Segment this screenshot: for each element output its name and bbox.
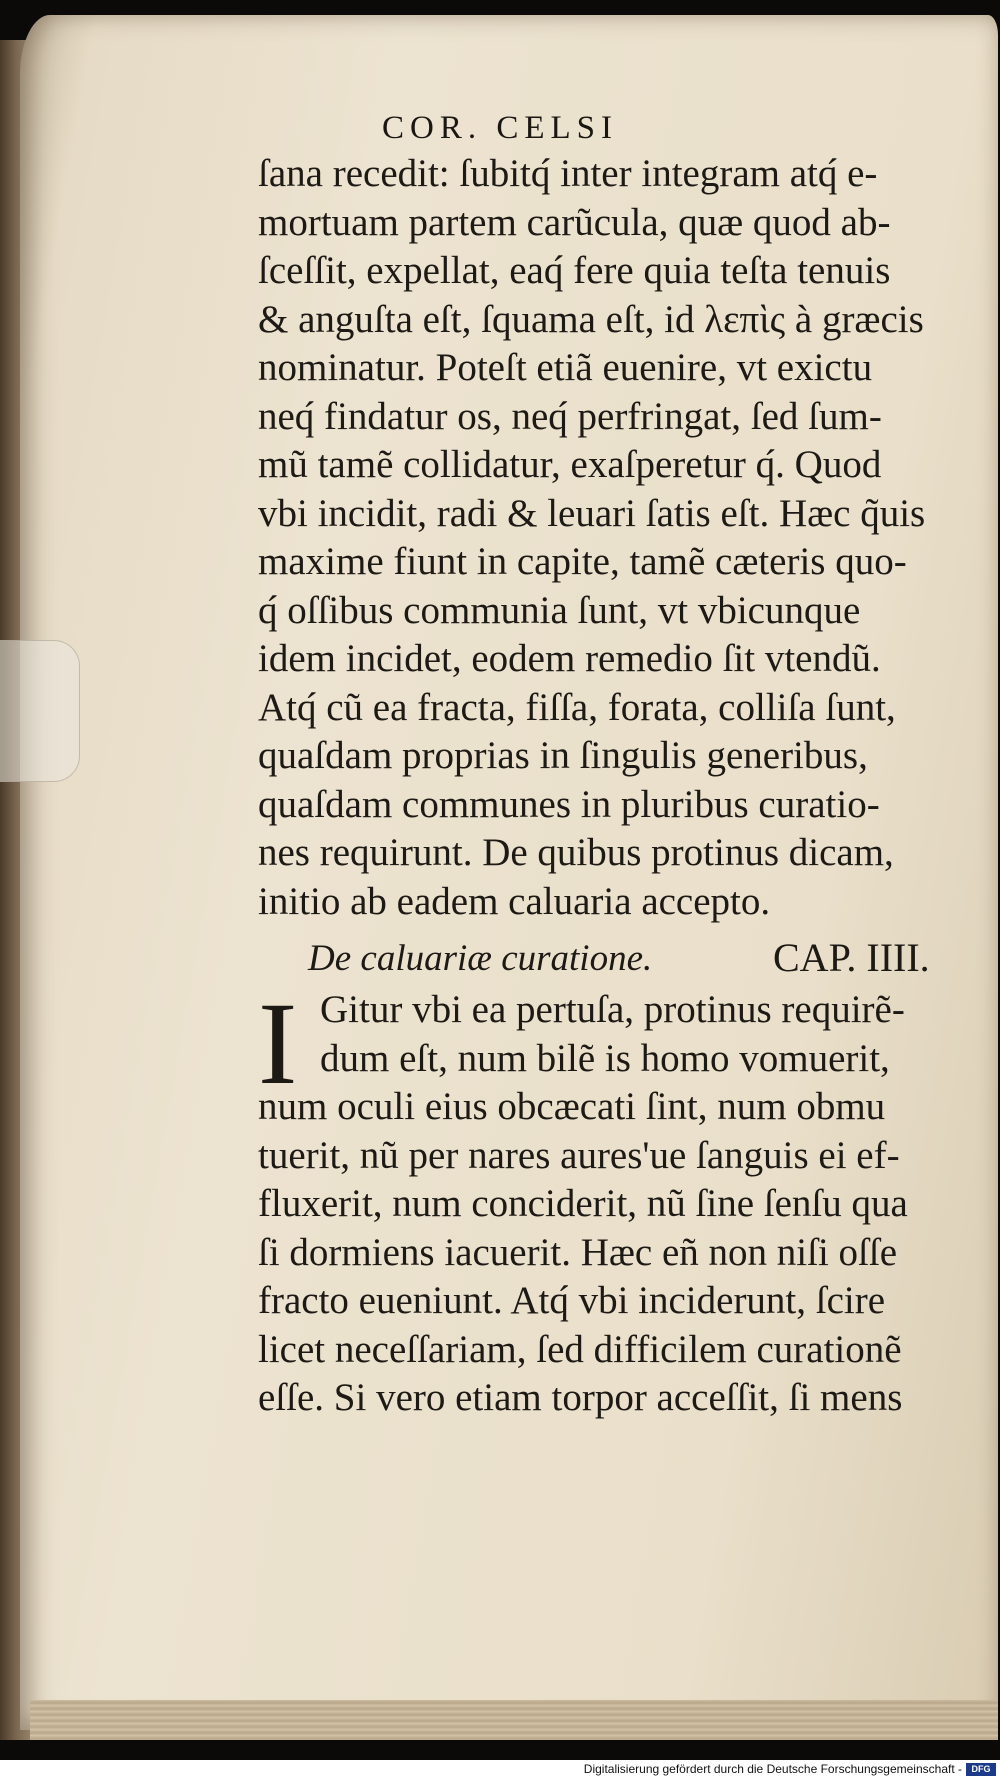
text-line: dum eſt, num bilẽ is homo vomuerit, (320, 1036, 890, 1080)
text-line: q́ oſſibus communia ſunt, vt vbicunque (258, 588, 861, 632)
chapter-number: CAP. IIII. (773, 935, 930, 980)
text-line: num oculi eius obcæcati ſint, num obmu (258, 1085, 886, 1128)
text-line: mũ tamẽ collidatur, exaſperetur q́. Quod (258, 443, 882, 486)
text-line: Gitur vbi ea pertuſa, protinus requirẽ- (320, 988, 905, 1031)
drop-cap: I (258, 978, 298, 1109)
text-line: licet neceſſariam, ſed difficilem curationẽ (258, 1327, 902, 1371)
text-line: idem incidet, eodem remedio ſit vtendũ. (258, 637, 881, 680)
text-line: ſi dormiens iacuerit. Hæc eñ non niſi oſſe (258, 1230, 898, 1274)
text-line: quaſdam proprias in ſingulis generibus, (258, 734, 868, 777)
footer-bar (0, 1760, 1000, 1780)
running-header: COR. CELSI (381, 110, 619, 146)
text-line: fracto eueniunt. Atq́ vbi inciderunt, ſcire (258, 1279, 886, 1322)
text-line: mortuam partem carũcula, quæ quod ab- (258, 200, 891, 244)
text-line: maxime fiunt in capite, tamẽ cæteris quo- (258, 540, 907, 583)
text-line: initio ab eadem caluaria accepto. (258, 879, 771, 923)
chapter-heading (258, 930, 958, 986)
text-line: & anguſta eſt, ſquama eſt, id λεπὶς à græcis (258, 297, 924, 341)
chapter-title: De caluariæ curatione. (308, 938, 653, 979)
text-line: Atq́ cũ ea fracta, fiſſa, forata, colliſa ſunt, (258, 685, 896, 729)
text-line: tuerit, nũ per nares aures'ue ſanguis ei ef- (258, 1133, 900, 1177)
text-line: fluxerit, num conciderit, nũ ſine ſenſu qua (258, 1182, 908, 1225)
dfg-logo: DFG (966, 1763, 996, 1776)
text-line: eſſe. Si vero etiam torpor acceſſit, ſi mens (258, 1376, 903, 1419)
text-line: ſceſſit, expellat, eaq́ fere quia teſta tenuis (258, 249, 891, 292)
text-line: vbi incidit, radi & leuari ſatis eſt. Hæc q̃uis (258, 491, 926, 535)
page-edges (30, 1700, 998, 1740)
chapter-body (258, 978, 958, 1423)
main-text (258, 150, 958, 1423)
footer-credit: Digitalisierung gefördert durch die Deutsche Forschungsgemeinschaft - (583, 1762, 962, 1776)
text-line: quaſdam communes in pluribus curatio- (258, 782, 880, 826)
text-line: ſana recedit: ſubitq́ inter integram atq́ e- (258, 152, 878, 195)
text-line: neq́ findatur os, neq́ perfringat, ſed ſum- (258, 394, 882, 438)
bookmark-clip (0, 640, 80, 782)
text-line: nes requirunt. De quibus protinus dicam, (258, 831, 894, 874)
text-line: nominatur. Poteſt etiã euenire, vt exictu (258, 346, 873, 389)
